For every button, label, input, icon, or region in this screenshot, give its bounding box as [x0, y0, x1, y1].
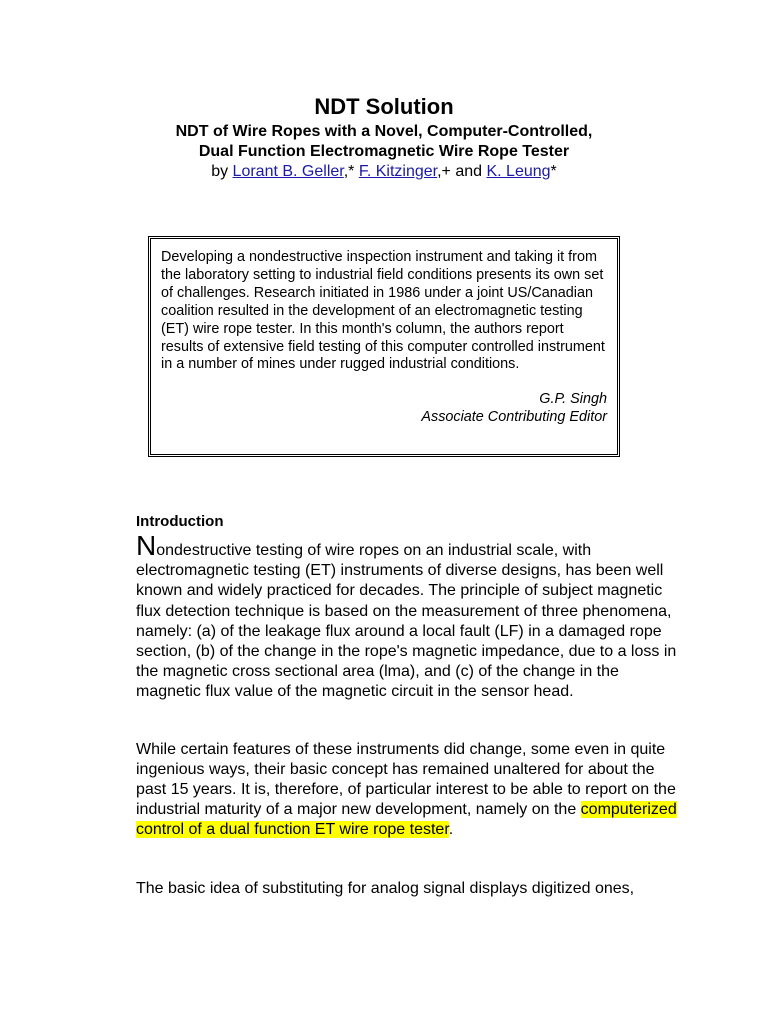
byline-label: by — [211, 163, 233, 180]
highlighted-text: computerized control of a dual function ET wire rope tester — [136, 801, 677, 839]
paragraph-2 — [136, 740, 681, 841]
abstract-text: Developing a nondestructive inspection instrument and taking it from the laboratory setting to industrial field conditions presents its own set of challenges. Research initiated in 1986 under a joint US/Canadian coalition resulted in the development of an electromagnetic testing (ET) wire rope tester. In this month's column, the authors report results of extensive field testing of this computer controlled instrument in a number of mines under rugged industrial conditions. — [161, 249, 605, 373]
article-header — [0, 94, 768, 182]
paragraph-2-text-start: While certain features of these instruments did change, some even in quite ingenious ways, their basic concept has remained unaltered for about the past 15 years. It is, therefore, of particular interest to be able to report on the industrial maturity of a major new development, namely on the — [136, 740, 676, 819]
byline — [0, 162, 768, 182]
article-body — [136, 512, 681, 899]
paragraph-1 — [136, 530, 681, 703]
abstract-box — [148, 236, 620, 457]
paragraph-1-text: ondestructive testing of wire ropes on an industrial scale, with electromagnetic testing (ET) instruments of diverse designs, has been well known and widely practiced for decades. The principle of subject magnetic flux detection technique is based on the measurement of three phenomena, namely: (a) of the leakage flux around a local fault (LF) in a damaged rope section, (b) of the change in the rope's magnetic impedance, due to a loss in the magnetic cross sectional area (lma), and (c) of the change in the magnetic flux value of the magnetic circuit in the sensor head. — [136, 542, 677, 701]
section-heading-introduction: Introduction — [136, 513, 224, 530]
editor-signature — [161, 391, 607, 427]
editor-name: G.P. Singh — [539, 391, 607, 408]
author-separator-3: * — [550, 163, 557, 180]
paragraph-2-text-end: . — [448, 821, 454, 839]
article-subtitle — [0, 122, 768, 162]
author-link-leung[interactable]: K. Leung — [486, 163, 551, 180]
subtitle-line-1: NDT of Wire Ropes with a Novel, Computer-Controlled, — [175, 123, 593, 140]
author-separator-1: ,* — [343, 163, 359, 180]
subtitle-line-2: Dual Function Electromagnetic Wire Rope Tester — [198, 143, 570, 160]
page-title: NDT Solution — [314, 94, 454, 119]
author-link-kitzinger[interactable]: F. Kitzinger — [358, 163, 438, 180]
drop-cap: N — [136, 530, 157, 561]
author-separator-2: ,+ and — [437, 163, 487, 180]
editor-title: Associate Contributing Editor — [421, 409, 607, 426]
paragraph-3: The basic idea of substituting for analog signal displays digitized ones, — [136, 879, 635, 897]
author-link-geller[interactable]: Lorant B. Geller — [232, 163, 344, 180]
